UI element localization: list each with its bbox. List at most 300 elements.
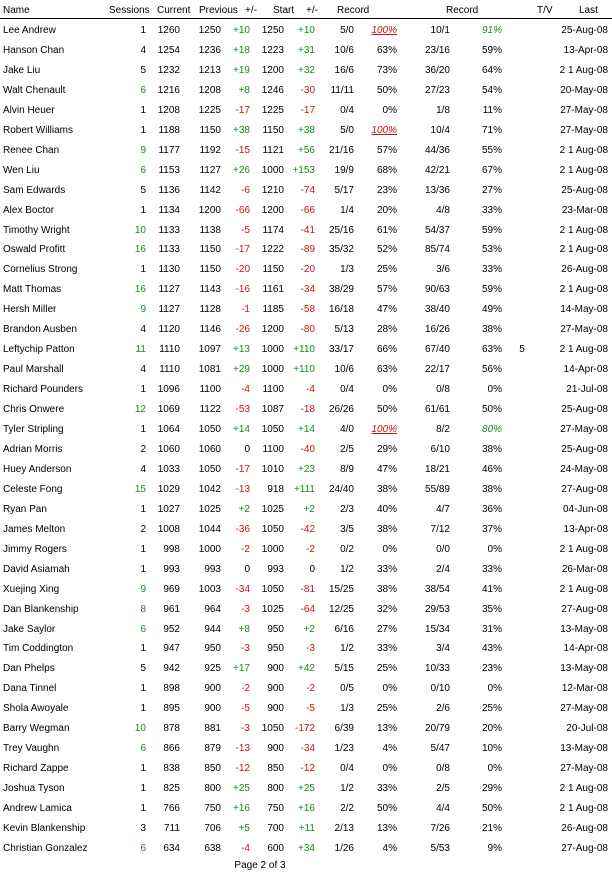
cell-pct-session: 4% — [382, 842, 397, 854]
table-row — [0, 759, 612, 779]
cell-record-total: 13/36 — [424, 184, 450, 196]
cell-change-start: -58 — [300, 304, 315, 316]
cell-pct-total: 38% — [481, 483, 502, 495]
cell-tv — [512, 443, 532, 456]
cell-pct-session: 32% — [376, 603, 397, 615]
cell-record-session: 16/6 — [334, 64, 354, 76]
cell-last: 27-May-08 — [560, 104, 608, 116]
cell-last: 27-May-08 — [560, 424, 608, 435]
cell-change-previous: -3 — [241, 643, 250, 655]
cell-record-session: 1/2 — [340, 643, 354, 655]
cell-name: Timothy Wright — [3, 224, 70, 236]
cell-pct-session: 13% — [376, 823, 397, 834]
cell-pct-total: 29% — [481, 783, 502, 795]
cell-tv — [512, 263, 532, 276]
cell-last: 2 1 Aug-08 — [559, 583, 608, 595]
cell-record-total: 55/89 — [424, 483, 450, 495]
cell-record-session: 24/40 — [328, 483, 354, 495]
cell-start: 1100 — [262, 443, 284, 455]
cell-pct-session: 68% — [376, 164, 397, 176]
cell-record-session: 12/25 — [328, 603, 354, 615]
cell-change-start: +31 — [298, 44, 315, 56]
cell-name: Christian Gonzalez — [3, 842, 88, 854]
cell-tv — [512, 44, 532, 57]
cell-pct-session: 33% — [376, 643, 397, 655]
cell-tv — [512, 822, 532, 835]
cell-change-previous: -1 — [241, 304, 250, 316]
cell-current: 1008 — [157, 523, 180, 535]
cell-last: 2 1 Aug-08 — [559, 803, 608, 815]
cell-pct-session: 27% — [376, 623, 397, 635]
cell-pct-total: 59% — [481, 224, 502, 236]
cell-sessions: 3 — [140, 823, 146, 834]
cell-record-total: 67/40 — [424, 344, 450, 356]
cell-sessions: 1 — [140, 124, 146, 136]
cell-start: 1150 — [262, 124, 284, 136]
cell-start: 918 — [267, 483, 284, 495]
cell-tv — [512, 583, 532, 596]
cell-record-total: 38/54 — [424, 583, 450, 595]
cell-pct-total: 80% — [481, 424, 502, 435]
cell-record-total: 20/79 — [424, 723, 450, 735]
cell-last: 2 1 Aug-08 — [559, 144, 608, 156]
cell-tv — [512, 24, 532, 37]
cell-change-previous: +2 — [238, 503, 250, 515]
cell-record-total: 7/26 — [430, 823, 450, 834]
cell-name: Alvin Heuer — [3, 104, 55, 116]
cell-name: Robert Williams — [3, 124, 74, 136]
cell-change-start: +2 — [303, 503, 315, 515]
cell-previous: 1000 — [198, 543, 221, 555]
cell-record-session: 0/2 — [340, 543, 354, 555]
cell-change-previous: 0 — [244, 443, 250, 455]
cell-name: Lee Andrew — [3, 25, 56, 36]
cell-pct-session: 66% — [376, 344, 397, 356]
cell-change-previous: -16 — [235, 284, 250, 296]
cell-last: 20-Jul-08 — [566, 723, 608, 735]
table-row — [0, 639, 612, 659]
cell-name: Sam Edwards — [3, 184, 66, 196]
cell-last: 2 1 Aug-08 — [559, 64, 608, 76]
cell-pct-session: 100% — [371, 124, 397, 136]
cell-current: 1208 — [157, 104, 180, 116]
cell-change-previous: +38 — [233, 124, 250, 136]
cell-previous: 1225 — [198, 104, 221, 116]
cell-start: 1200 — [261, 204, 284, 216]
cell-sessions: 6 — [140, 84, 146, 96]
cell-pct-total: 38% — [481, 324, 502, 336]
cell-name: Andrew Lamica — [3, 803, 72, 815]
table-row — [0, 21, 612, 41]
cell-current: 634 — [163, 842, 180, 854]
cell-current: 1096 — [157, 384, 180, 396]
cell-last: 2 1 Aug-08 — [559, 344, 608, 356]
cell-pct-session: 63% — [376, 364, 397, 376]
cell-start: 1223 — [261, 44, 284, 56]
cell-start: 1222 — [261, 244, 284, 256]
cell-change-start: +25 — [298, 783, 315, 795]
cell-tv — [512, 144, 532, 157]
cell-name: Jimmy Rogers — [3, 543, 67, 555]
cell-current: 878 — [163, 723, 180, 735]
cell-pct-session: 73% — [376, 64, 397, 76]
cell-tv — [512, 323, 532, 336]
cell-current: 898 — [163, 683, 180, 695]
cell-current: 1127 — [158, 304, 180, 316]
table-row — [0, 540, 612, 560]
cell-last: 04-Jun-08 — [562, 503, 608, 515]
cell-name: Celeste Fong — [3, 483, 63, 495]
cell-record-total: 7/12 — [430, 523, 450, 535]
cell-name: Barry Wegman — [3, 723, 70, 735]
cell-record-session: 5/0 — [340, 25, 354, 36]
cell-sessions: 5 — [140, 184, 146, 196]
cell-last: 14-Apr-08 — [563, 643, 608, 655]
cell-record-total: 10/1 — [430, 25, 450, 36]
cell-start: 1050 — [261, 723, 284, 735]
cell-change-previous: -3 — [241, 723, 250, 735]
cell-sessions: 4 — [140, 44, 146, 56]
cell-sessions: 1 — [140, 384, 146, 396]
cell-current: 952 — [163, 623, 180, 635]
cell-change-previous: +18 — [233, 44, 250, 56]
cell-pct-total: 64% — [481, 64, 502, 76]
cell-last: 27-Aug-08 — [561, 483, 608, 495]
cell-change-start: -40 — [300, 443, 315, 455]
cell-start: 850 — [267, 763, 284, 775]
cell-sessions: 1 — [140, 264, 146, 276]
cell-record-session: 11/11 — [330, 84, 354, 96]
cell-sessions: 1 — [140, 503, 146, 515]
cell-current: 1110 — [159, 344, 180, 356]
cell-previous: 1097 — [198, 344, 221, 356]
cell-record-session: 5/0 — [340, 124, 354, 136]
table-row — [0, 360, 612, 380]
cell-last: 12-Mar-08 — [561, 683, 608, 695]
cell-previous: 1150 — [199, 264, 221, 276]
table-row — [0, 500, 612, 520]
cell-pct-session: 23% — [376, 184, 397, 196]
cell-pct-total: 54% — [481, 84, 502, 96]
cell-pct-total: 59% — [481, 44, 502, 56]
table-row — [0, 839, 612, 859]
cell-current: 1060 — [157, 443, 180, 455]
cell-change-start: -89 — [300, 244, 315, 256]
cell-pct-total: 71% — [481, 124, 502, 136]
cell-record-total: 54/37 — [424, 224, 450, 236]
cell-record-total: 29/53 — [424, 603, 450, 615]
cell-pct-session: 20% — [376, 204, 397, 216]
cell-previous: 1003 — [198, 583, 221, 595]
cell-current: 866 — [163, 743, 180, 755]
cell-record-session: 1/3 — [340, 264, 354, 276]
cell-tv — [512, 283, 532, 296]
cell-start: 1174 — [262, 224, 284, 236]
cell-pct-total: 0% — [487, 763, 502, 775]
cell-pct-total: 55% — [481, 144, 502, 156]
cell-record-total: 23/16 — [424, 44, 450, 56]
cell-last: 13-Apr-08 — [563, 44, 608, 56]
cell-tv — [512, 722, 532, 735]
cell-previous: 1138 — [199, 224, 221, 236]
cell-change-start: 0 — [309, 563, 315, 575]
table-row — [0, 221, 612, 241]
cell-name: Dan Phelps — [3, 663, 55, 675]
cell-previous: 900 — [204, 703, 221, 715]
cell-change-start: -34 — [300, 284, 315, 296]
cell-pct-total: 9% — [487, 842, 502, 854]
cell-tv — [512, 782, 532, 795]
cell-current: 1120 — [158, 324, 180, 336]
cell-current: 1260 — [157, 25, 180, 36]
cell-current: 1064 — [157, 424, 180, 435]
cell-record-total: 0/0 — [436, 543, 450, 555]
header-start: Start — [273, 5, 295, 16]
cell-start: 1025 — [261, 503, 284, 515]
cell-start: 900 — [267, 703, 284, 715]
cell-record-session: 25/16 — [328, 224, 354, 236]
cell-pct-session: 33% — [376, 783, 397, 795]
cell-sessions: 6 — [140, 842, 146, 854]
cell-name: Jake Liu — [3, 64, 41, 76]
cell-pct-total: 33% — [481, 264, 502, 276]
cell-pct-total: 33% — [481, 204, 502, 216]
header-current: Current — [157, 5, 191, 16]
cell-pct-total: 63% — [481, 344, 502, 356]
cell-last: 27-Aug-08 — [561, 603, 608, 615]
cell-sessions: 1 — [140, 204, 146, 216]
cell-current: 1188 — [158, 124, 180, 136]
cell-change-start: -3 — [306, 643, 315, 655]
cell-change-start: -66 — [300, 204, 315, 216]
cell-pct-session: 0% — [382, 384, 397, 396]
cell-change-previous: +26 — [233, 164, 250, 176]
cell-tv — [512, 802, 532, 815]
cell-record-session: 0/4 — [340, 384, 354, 396]
table-row — [0, 719, 612, 739]
cell-previous: 881 — [204, 723, 221, 735]
cell-tv — [512, 662, 532, 675]
cell-pct-session: 38% — [376, 483, 397, 495]
header-tv: T/V — [537, 5, 553, 16]
cell-start: 1200 — [261, 324, 284, 336]
cell-start: 1010 — [261, 463, 284, 475]
cell-pct-session: 52% — [376, 244, 397, 256]
cell-tv — [512, 164, 532, 177]
cell-last: 27-May-08 — [560, 324, 608, 336]
cell-previous: 850 — [204, 763, 221, 775]
header-sessions: Sessions — [109, 5, 150, 16]
cell-name: Oswald Profitt — [3, 244, 66, 256]
cell-record-session: 2/2 — [340, 803, 354, 815]
cell-name: James Melton — [3, 523, 66, 535]
cell-previous: 1060 — [198, 443, 221, 455]
cell-change-previous: -34 — [235, 583, 250, 595]
cell-last: 13-Apr-08 — [563, 523, 608, 535]
cell-tv — [512, 742, 532, 755]
cell-previous: 1100 — [199, 384, 221, 396]
cell-sessions: 10 — [134, 224, 146, 236]
cell-change-start: +32 — [298, 64, 315, 76]
cell-pct-session: 40% — [376, 503, 397, 515]
cell-record-total: 38/40 — [424, 304, 450, 316]
cell-change-start: +110 — [293, 364, 315, 376]
cell-change-start: -42 — [300, 523, 315, 535]
cell-change-previous: -2 — [241, 683, 250, 695]
cell-current: 1177 — [158, 144, 180, 156]
cell-start: 1150 — [262, 264, 284, 276]
cell-sessions: 9 — [140, 144, 146, 156]
cell-change-previous: +25 — [233, 783, 250, 795]
cell-start: 800 — [267, 783, 284, 795]
cell-tv — [512, 224, 532, 237]
cell-tv — [512, 603, 532, 616]
cell-current: 1029 — [157, 483, 180, 495]
cell-start: 1025 — [261, 603, 284, 615]
cell-record-total: 4/4 — [436, 803, 450, 815]
header-last: Last — [579, 5, 598, 16]
table-row — [0, 560, 612, 580]
cell-change-previous: -13 — [235, 743, 250, 755]
cell-previous: 1122 — [199, 404, 221, 416]
cell-last: 2 1 Aug-08 — [559, 244, 608, 256]
table-row — [0, 201, 612, 221]
cell-pct-total: 67% — [481, 164, 502, 176]
cell-tv — [512, 503, 532, 516]
cell-record-session: 15/25 — [328, 583, 354, 595]
cell-pct-session: 28% — [376, 324, 397, 336]
cell-record-session: 35/32 — [328, 244, 354, 256]
cell-name: Dan Blankenship — [3, 603, 79, 615]
cell-record-total: 4/7 — [436, 503, 450, 515]
cell-last: 13-May-08 — [560, 663, 608, 675]
cell-start: 950 — [267, 623, 284, 635]
cell-start: 950 — [267, 643, 284, 655]
cell-record-session: 0/5 — [340, 683, 354, 695]
header-previous: Previous — [199, 5, 238, 16]
cell-name: Alex Boctor — [3, 204, 55, 216]
cell-record-session: 10/6 — [334, 44, 354, 56]
cell-record-total: 0/10 — [430, 683, 450, 695]
cell-name: Adrian Morris — [3, 443, 63, 455]
cell-last: 2 1 Aug-08 — [559, 543, 608, 555]
cell-pct-total: 91% — [481, 25, 502, 36]
cell-change-start: -34 — [300, 743, 315, 755]
cell-start: 1050 — [261, 523, 284, 535]
table-row — [0, 340, 612, 360]
cell-change-start: -30 — [300, 84, 315, 96]
cell-record-total: 42/21 — [424, 164, 450, 176]
cell-last: 2 1 Aug-08 — [559, 783, 608, 795]
cell-change-start: -80 — [300, 324, 315, 336]
cell-start: 1200 — [261, 64, 284, 76]
cell-sessions: 1 — [140, 783, 146, 795]
cell-name: Renee Chan — [3, 144, 60, 156]
cell-change-previous: -36 — [235, 523, 250, 535]
table-row — [0, 739, 612, 759]
cell-name: Kevin Blankenship — [3, 823, 86, 834]
cell-record-total: 5/53 — [430, 842, 450, 854]
cell-sessions: 1 — [140, 543, 146, 555]
cell-name: Huey Anderson — [3, 463, 72, 475]
cell-change-previous: -26 — [235, 324, 250, 336]
cell-current: 942 — [163, 663, 180, 675]
cell-sessions: 15 — [134, 483, 146, 495]
cell-last: 25-Aug-08 — [561, 404, 608, 416]
cell-change-previous: -3 — [241, 603, 250, 615]
cell-tv — [512, 243, 532, 256]
cell-record-total: 44/36 — [424, 144, 450, 156]
cell-record-session: 2/13 — [334, 823, 354, 834]
cell-name: Hersh Miller — [3, 304, 57, 316]
cell-record-session: 2/3 — [340, 503, 354, 515]
cell-pct-total: 59% — [481, 284, 502, 296]
cell-current: 711 — [164, 823, 180, 834]
cell-last: 27-May-08 — [560, 703, 608, 715]
cell-last: 27-May-08 — [560, 124, 608, 136]
cell-previous: 1192 — [199, 144, 221, 156]
table-row — [0, 161, 612, 181]
table-row — [0, 181, 612, 201]
cell-previous: 950 — [204, 643, 221, 655]
table-row — [0, 81, 612, 101]
cell-sessions: 10 — [134, 723, 146, 735]
cell-name: Joshua Tyson — [3, 783, 65, 795]
cell-previous: 1213 — [198, 64, 221, 76]
cell-start: 1100 — [262, 384, 284, 396]
table-row — [0, 819, 612, 839]
cell-current: 1033 — [157, 463, 180, 475]
cell-name: Ryan Pan — [3, 503, 47, 515]
cell-current: 1254 — [157, 44, 180, 56]
cell-sessions: 1 — [140, 803, 146, 815]
cell-change-start: -18 — [300, 404, 315, 416]
cell-start: 1000 — [261, 364, 284, 376]
cell-previous: 1025 — [198, 503, 221, 515]
cell-change-previous: -17 — [235, 463, 250, 475]
cell-current: 947 — [163, 643, 180, 655]
cell-record-total: 16/26 — [424, 324, 450, 336]
cell-current: 1134 — [158, 204, 180, 216]
cell-tv — [512, 842, 532, 855]
cell-current: 1133 — [158, 224, 180, 236]
cell-pct-session: 4% — [382, 743, 397, 755]
cell-pct-total: 53% — [481, 244, 502, 256]
cell-tv — [512, 104, 532, 117]
cell-previous: 1128 — [199, 304, 221, 316]
cell-record-total: 1/8 — [436, 104, 450, 116]
cell-pct-total: 0% — [487, 683, 502, 695]
cell-last: 24-May-08 — [560, 463, 608, 475]
cell-start: 1000 — [261, 344, 284, 356]
cell-sessions: 1 — [140, 25, 146, 36]
cell-current: 766 — [163, 803, 180, 815]
cell-last: 26-Mar-08 — [561, 563, 608, 575]
cell-sessions: 1 — [140, 683, 146, 695]
cell-name: Chris Onwere — [3, 404, 65, 416]
cell-pct-total: 0% — [487, 384, 502, 396]
cell-change-previous: -4 — [241, 384, 250, 396]
cell-record-total: 0/8 — [436, 763, 450, 775]
cell-change-start: +11 — [298, 823, 315, 834]
cell-previous: 925 — [204, 663, 221, 675]
table-row — [0, 679, 612, 699]
cell-last: 14-Apr-08 — [563, 364, 608, 376]
cell-pct-total: 49% — [481, 304, 502, 316]
cell-record-total: 8/2 — [436, 424, 450, 435]
page-number: Page 2 of 3 — [234, 860, 286, 871]
cell-pct-session: 13% — [376, 723, 397, 735]
